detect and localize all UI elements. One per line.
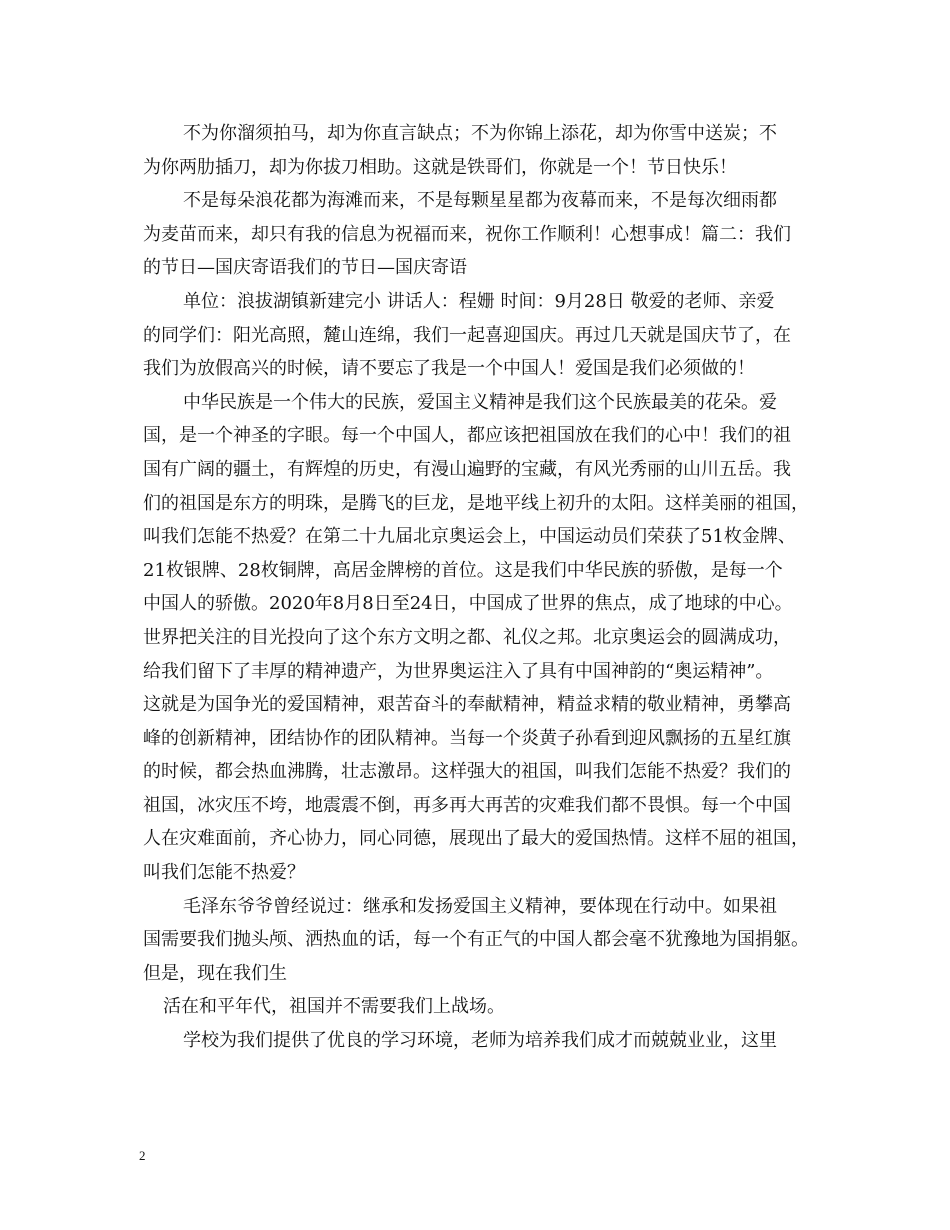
text-line: 的节日—国庆寄语我们的节日—国庆寄语 (143, 257, 467, 279)
text-line: 中国人的骄傲。2020年8月8日至24日，中国成了世界的焦点，成了地球的中心。 (143, 593, 793, 615)
text-line: 国有广阔的疆土，有辉煌的历史，有漫山遍野的宝藏，有风光秀丽的山川五岳。我 (143, 458, 791, 480)
text-line: 不是每朵浪花都为海滩而来，不是每颗星星都为夜幕而来，不是每次细雨都 (183, 190, 777, 212)
text-line: 的时候，都会热血沸腾，壮志激昂。这样强大的祖国，叫我们怎能不热爱？我们的 (143, 761, 791, 783)
text-line: 活在和平年代，祖国并不需要我们上战场。 (163, 996, 505, 1018)
page-number: 2 (139, 1148, 146, 1163)
text-line: 国，是一个神圣的字眼。每一个中国人，都应该把祖国放在我们的心中！我们的祖 (143, 425, 791, 447)
text-line: 为麦苗而来，却只有我的信息为祝福而来，祝你工作顺利！心想事成！篇二：我们 (143, 223, 791, 245)
text-line: 叫我们怎能不热爱？ (143, 862, 305, 884)
text-line: 世界把关注的目光投向了这个东方文明之都、礼仪之邦。北京奥运会的圆满成功， (143, 626, 791, 648)
text-line: 人在灾难面前，齐心协力，同心同德，展现出了最大的爱国热情。这样不屈的祖国， (143, 828, 809, 850)
text-line: 峰的创新精神，团结协作的团队精神。当每一个炎黄子孙看到迎风飘扬的五星红旗 (143, 727, 791, 749)
text-line: 为你两肋插刀，却为你拔刀相助。这就是铁哥们，你就是一个！节日快乐！ (143, 156, 737, 178)
text-line: 祖国，冰灾压不垮，地震震不倒，再多再大再苦的灾难我们都不畏惧。每一个中国 (143, 794, 791, 816)
text-line: 不为你溜须拍马，却为你直言缺点；不为你锦上添花，却为你雪中送炭；不 (183, 123, 777, 144)
text-line: 给我们留下了丰厚的精神遗产，为世界奥运注入了具有中国神韵的“奥运精神”。 (143, 660, 774, 682)
text-line: 毛泽东爷爷曾经说过：继承和发扬爱国主义精神，要体现在行动中。如果祖 (183, 895, 777, 917)
text-line: 单位：浪拔湖镇新建完小 讲话人：程姗 时间：9月28日 敬爱的老师、亲爱 (183, 290, 775, 312)
text-line: 国需要我们抛头颅、洒热血的话，每一个有正气的中国人都会毫不犹豫地为国捐躯。 (143, 929, 809, 951)
text-line: 这就是为国争光的爱国精神，艰苦奋斗的奉献精神，精益求精的敬业精神，勇攀高 (143, 694, 791, 716)
text-line: 们的祖国是东方的明珠，是腾飞的巨龙，是地平线上初升的太阳。这样美丽的祖国， (143, 492, 809, 514)
text-line: 叫我们怎能不热爱？在第二十九届北京奥运会上，中国运动员们荣获了51枚金牌、 (143, 526, 796, 548)
body-text (143, 117, 823, 1058)
text-line: 我们为放假高兴的时候，请不要忘了我是一个中国人！爱国是我们必须做的！ (143, 358, 755, 380)
text-line: 但是，现在我们生 (143, 962, 287, 984)
text-line: 学校为我们提供了优良的学习环境，老师为培养我们成才而兢兢业业，这里 (183, 1030, 777, 1052)
text-line: 21枚银牌、28枚铜牌，高居金牌榜的首位。这是我们中华民族的骄傲，是每一个 (143, 559, 783, 581)
text-line: 的同学们：阳光高照，麓山连绵，我们一起喜迎国庆。再过几天就是国庆节了，在 (143, 324, 791, 346)
text-line: 中华民族是一个伟大的民族，爱国主义精神是我们这个民族最美的花朵。爱 (183, 391, 777, 413)
